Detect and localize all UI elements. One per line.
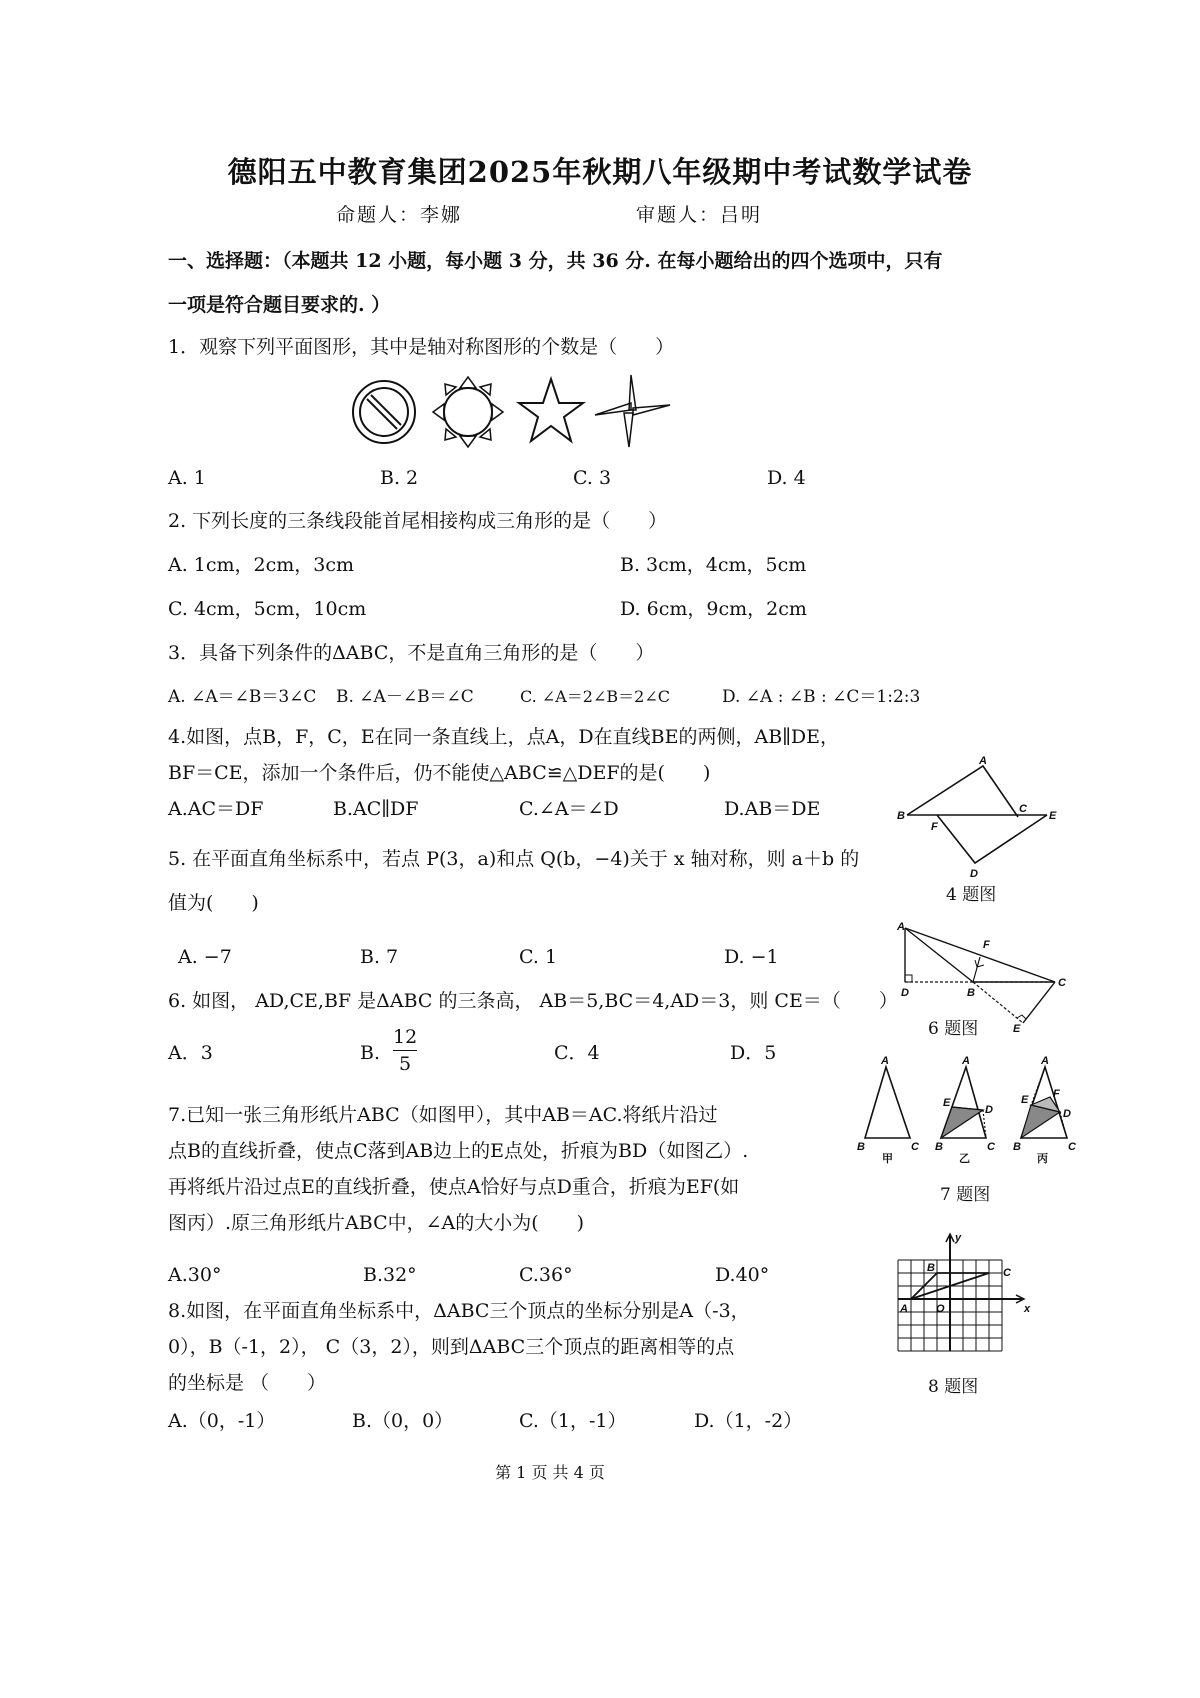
star-figure (519, 379, 583, 441)
figure-4-diagram (895, 755, 1065, 880)
figure-4-caption: 4 题图 (946, 885, 997, 905)
q4-option-a: A.AC＝DF (168, 798, 264, 820)
fig8-label-y: y (955, 1232, 962, 1244)
no-entry-sign-figure (353, 381, 415, 443)
exam-title: 德阳五中教育集团2025年秋期八年级期中考试数学试卷 (227, 155, 973, 189)
fig7-bing-e: E (1021, 1094, 1029, 1106)
fig6-label-f: F (983, 939, 990, 951)
q1-option-d: D. 4 (767, 467, 806, 489)
q1-stem: 1．观察下列平面图形，其中是轴对称图形的个数是（ ） (168, 336, 675, 358)
page-footer: 第 1 页 共 4 页 (495, 1463, 605, 1482)
fig7-bing-b: B (1013, 1141, 1021, 1153)
q7-line1: 7.已知一张三角形纸片ABC（如图甲），其中AB＝AC.将纸片沿过 (168, 1104, 718, 1126)
fig7-jia-c: C (911, 1141, 919, 1153)
q5-option-b: B. 7 (360, 946, 399, 968)
figure-8-grid (890, 1230, 1040, 1360)
q3-stem: 3．具备下列条件的ΔABC，不是直角三角形的是（ ） (168, 642, 655, 664)
fig4-label-c: C (1019, 803, 1027, 815)
q1-option-b: B. 2 (380, 467, 419, 489)
q1-option-c: C. 3 (573, 467, 612, 489)
q8-line2: 0），B（-1，2）， C（3，2），则到ΔABC三个顶点的距离相等的点 (168, 1336, 735, 1358)
figure-6-caption: 6 题图 (928, 1019, 979, 1039)
fig4-label-a: A (979, 755, 987, 767)
fig7-sub-yi: 乙 (959, 1153, 970, 1165)
q6-option-b-fraction (393, 1024, 417, 1077)
q8-option-a: A.（0，-1） (168, 1410, 276, 1432)
q8-option-c: C.（1，-1） (519, 1410, 627, 1432)
q7-option-d: D.40° (715, 1264, 770, 1286)
q4-line1: 4.如图，点B，F，C，E在同一条直线上，点A，D在直线BE的两侧，AB∥DE， (168, 726, 840, 748)
section-heading-line1: 一、选择题：（本题共 12 小题，每小题 3 分，共 36 分. 在每小题给出的四个选项中，只有 (168, 250, 943, 272)
q1-option-a: A. 1 (168, 467, 206, 489)
fig8-label-b: B (927, 1262, 935, 1274)
q7-option-a: A.30° (168, 1264, 222, 1286)
fig7-bing-d: D (1063, 1108, 1071, 1120)
q7-option-b: B.32° (363, 1264, 417, 1286)
q5-line2: 值为( ) (168, 892, 259, 914)
q8-option-b: B.（0，0） (352, 1410, 454, 1432)
q6-option-d: D．5 (730, 1042, 777, 1064)
fig7-bing-c: C (1068, 1141, 1076, 1153)
q5-option-a: A. −7 (178, 946, 232, 968)
fig4-label-b: B (897, 810, 905, 822)
q2-option-d: D. 6cm，9cm，2cm (620, 598, 807, 620)
figure-7-caption: 7 题图 (940, 1185, 991, 1205)
fig4-label-d: D (970, 868, 978, 880)
q4-option-b: B.AC∥DF (333, 798, 419, 820)
q7-option-c: C.36° (519, 1264, 573, 1286)
fig6-label-a: A (897, 921, 905, 933)
section-heading-line2: 一项是符合题目要求的. ） (168, 294, 391, 316)
q5-option-d: D. −1 (724, 946, 779, 968)
fig7-sub-jia: 甲 (882, 1153, 893, 1165)
q8-line1: 8.如图，在平面直角坐标系中，ΔABC三个顶点的坐标分别是A（-3， (168, 1300, 750, 1322)
q5-line1: 5. 在平面直角坐标系中，若点 P(3，a)和点 Q(b，−4)关于 x 轴对称，则 a＋b 的 (168, 848, 860, 870)
q6-stem: 6. 如图， AD,CE,BF 是ΔABC 的三条高， AB＝5,BC＝4,AD＝3，则 CE＝（ ） (168, 990, 898, 1012)
figure-8-caption: 8 题图 (928, 1377, 979, 1397)
q6-option-a: A．3 (168, 1042, 213, 1064)
q2-option-a: A. 1cm，2cm，3cm (168, 554, 355, 576)
fig6-label-d: D (901, 987, 909, 999)
author-label: 命题人：李娜 (336, 204, 463, 226)
fig6-label-e: E (1013, 1023, 1021, 1035)
q5-option-c: C. 1 (519, 946, 558, 968)
q2-option-c: C. 4cm，5cm，10cm (168, 598, 367, 620)
fig7-bing-a: A (1041, 1055, 1049, 1067)
q6-fraction-numerator: 12 (393, 1024, 417, 1051)
q4-line2: BF＝CE，添加一个条件后，仍不能使△ABC≌△DEF的是( ) (168, 762, 711, 784)
q4-option-c: C.∠A＝∠D (519, 798, 619, 820)
sun-figure (433, 377, 503, 447)
fig7-jia-b: B (857, 1141, 865, 1153)
q7-line3: 再将纸片沿过点E的直线折叠，使点A恰好与点D重合，折痕为EF(如 (168, 1176, 740, 1198)
figure-6-diagram (895, 920, 1075, 1035)
q2-stem: 2. 下列长度的三条线段能首尾相接构成三角形的是（ ） (168, 510, 668, 532)
fig7-yi-d: D (985, 1104, 993, 1116)
q3-option-c: C. ∠A＝2∠B＝2∠C (520, 687, 670, 706)
q1-figures (340, 375, 680, 455)
fig7-jia-a: A (881, 1055, 889, 1067)
fig6-label-c: C (1058, 977, 1066, 989)
fig7-yi-a: A (962, 1055, 970, 1067)
fig7-sub-bing: 丙 (1037, 1153, 1048, 1165)
q6-option-c: C．4 (554, 1042, 600, 1064)
q8-option-d: D.（1，-2） (694, 1410, 803, 1432)
fig8-label-a: A (900, 1303, 908, 1315)
fig4-label-e: E (1049, 810, 1057, 822)
q7-line2: 点B的直线折叠，使点C落到AB边上的E点处，折痕为BD（如图乙）. (168, 1140, 749, 1162)
q4-option-d: D.AB＝DE (724, 798, 821, 820)
pinwheel-figure (595, 375, 670, 447)
q3-option-b: B. ∠A－∠B＝∠C (336, 687, 474, 707)
q6-fraction-denominator: 5 (398, 1053, 412, 1075)
fig7-yi-b: B (935, 1141, 943, 1153)
fig8-label-c: C (1003, 1267, 1011, 1279)
q6-option-b-label: B. (360, 1042, 381, 1064)
q3-option-d: D. ∠A : ∠B : ∠C＝1:2:3 (722, 687, 921, 707)
fig8-label-x: x (1024, 1303, 1031, 1315)
figure-7-diagram (855, 1055, 1080, 1170)
fig7-bing-f: F (1053, 1088, 1060, 1100)
q7-line4: 图丙）.原三角形纸片ABC中，∠A的大小为( ) (168, 1212, 585, 1234)
reviewer-label: 审题人：吕明 (636, 204, 763, 226)
fig7-yi-e: E (943, 1097, 951, 1109)
q3-option-a: A. ∠A＝∠B＝3∠C (168, 687, 317, 707)
fig8-label-o: O (936, 1303, 945, 1315)
q2-option-b: B. 3cm，4cm，5cm (620, 554, 807, 576)
q8-line3: 的坐标是 （ ） (168, 1372, 327, 1394)
fig7-yi-c: C (987, 1141, 995, 1153)
fig6-label-b: B (967, 987, 975, 999)
fig4-label-f: F (931, 821, 938, 833)
